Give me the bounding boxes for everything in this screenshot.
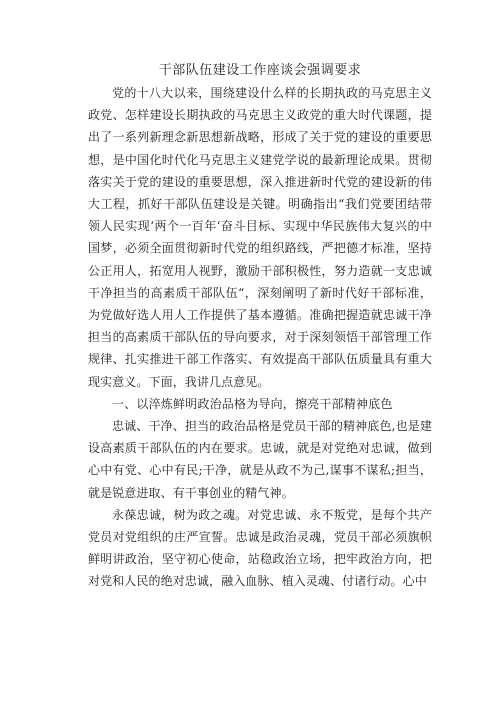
document-body bbox=[88, 62, 432, 593]
section-heading-1: 一、以淬炼鲜明政治品格为导向，擦亮干部精神底色 bbox=[112, 396, 393, 411]
section-paragraph-2: 永葆忠诚，树为政之魂。对党忠诚、永不叛党，是每个共产党员对党组织的庄严宣誓。忠诚是政治灵魂，党员干部必须旗帜鲜明讲政治，坚守初心使命，站稳政治立场，把牢政治方向，把对党和人民的绝对忠诚，融入血脉、植入灵魂、付诸行动。心中 bbox=[88, 507, 432, 589]
intro-paragraph: 党的十八大以来，围绕建设什么样的长期执政的马克思主义政党、怎样建设长期执政的马克思主义政党的重大时代课题，提出了一系列新理念新思想新战略，形成了关于党的建设的重要思想，是中国化时代化马克思主义建党学说的最新理论成果。贯彻落实关于党的建设的重要思想，深入推进新时代党的建设新的伟大工程，抓好干部队伍建设是关键。明确指出“我们党要团结带领人民实现‘两个一百年‘奋斗目标、实现中华民族伟大复兴的中国梦，必须全面贯彻新时代党的组织路线，严把德才标准，坚持公正用人，拓宽用人视野，激励干部积极性，努力造就一支忠诚干净担当的高素质干部队伍“，深刻阐明了新时代好干部标准，为党做好选人用人工作提供了基本遵循。准确把握造就忠诚干净担当的高素质干部队伍的导向要求，对于深刻领悟干部管理工作规律、扎实推进干部工作落实、有效提高干部队伍质量具有重大现实意义。下面，我讲几点意见。 bbox=[88, 86, 432, 389]
document-title: 干部队伍建设工作座谈会强调要求 bbox=[158, 63, 362, 78]
section-paragraph-1: 忠诚、干净、担当的政治品格是党员干部的精神底色,也是建设高素质干部队伍的内在要求。忠诚，就是对党绝对忠诚，做到心中有党、心中有民;干净，就是从政不为己,谋事不谋私;担当，就是锐意进取、有干事创业的精气神。 bbox=[88, 419, 432, 500]
